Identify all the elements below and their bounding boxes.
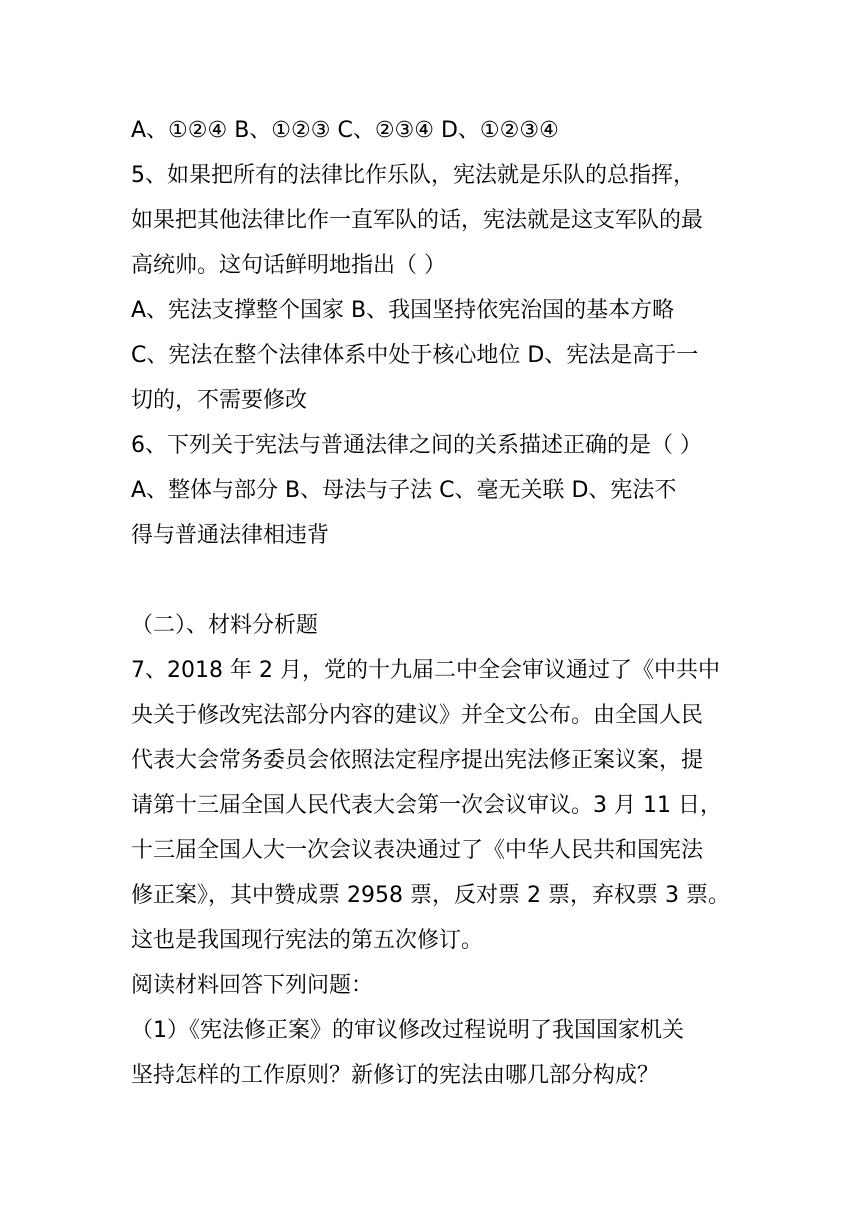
q4-options: A、①②④ B、①②③ C、②③④ D、①②③④ <box>131 118 559 143</box>
q5-options-line-2: C、宪法在整个法律体系中处于核心地位 D、宪法是高于一 <box>131 343 699 368</box>
q7-instruction: 阅读材料回答下列问题： <box>131 973 374 998</box>
document-page <box>131 108 741 1098</box>
section-spacer <box>131 558 741 603</box>
q6-options-line-1: A、整体与部分 B、母法与子法 C、毫无关联 D、宪法不 <box>131 478 677 503</box>
q7-material-line-2: 央关于修改宪法部分内容的建议》并全文公布。由全国人民 <box>131 703 704 728</box>
q7-material-line-1: 7、2018 年 2 月，党的十九届二中全会审议通过了《中共中 <box>131 658 720 683</box>
q5-stem-line-2: 如果把其他法律比作一直军队的话，宪法就是这支军队的最 <box>131 208 704 233</box>
q5-stem-line-3: 高统帅。这句话鲜明地指出（ ） <box>131 253 446 278</box>
q7-material-line-5: 十三届全国人大一次会议表决通过了《中华人民共和国宪法 <box>131 838 704 863</box>
section-heading: （二）、材料分析题 <box>131 613 319 638</box>
q7-sub1-line-2: 坚持怎样的工作原则？新修订的宪法由哪几部分构成？ <box>131 1063 660 1088</box>
q7-material-line-6: 修正案》，其中赞成票 2958 票，反对票 2 票，弃权票 3 票。 <box>131 883 730 908</box>
q6-stem: 6、下列关于宪法与普通法律之间的关系描述正确的是（ ） <box>131 433 702 458</box>
q6-options-line-2: 得与普通法律相违背 <box>131 523 330 548</box>
q7-material-line-7: 这也是我国现行宪法的第五次修订。 <box>131 928 484 953</box>
q7-material-line-4: 请第十三届全国人民代表大会第一次会议审议。3 月 11 日， <box>131 793 722 818</box>
q7-material-line-3: 代表大会常务委员会依照法定程序提出宪法修正案议案，提 <box>131 748 704 773</box>
q5-stem-line-1: 5、如果把所有的法律比作乐队，宪法就是乐队的总指挥， <box>131 163 695 188</box>
q5-options-line-3: 切的，不需要修改 <box>131 388 308 413</box>
q5-options-line-1: A、宪法支撑整个国家 B、我国坚持依宪治国的基本方略 <box>131 298 675 323</box>
q7-sub1-line-1: （1）《宪法修正案》的审议修改过程说明了我国国家机关 <box>131 1018 684 1043</box>
